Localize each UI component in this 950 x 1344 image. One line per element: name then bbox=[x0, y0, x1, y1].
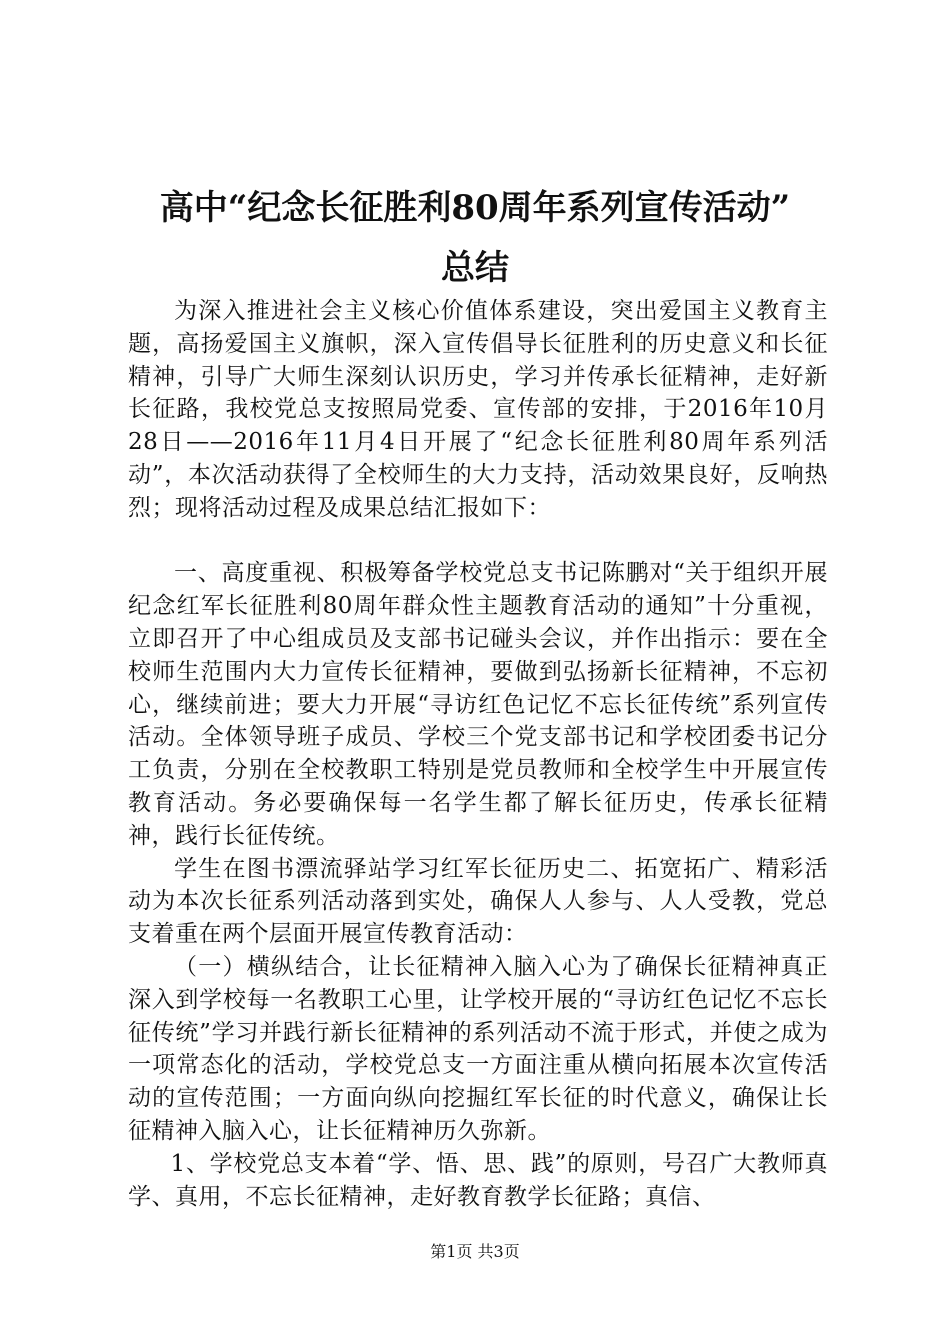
paragraph-intro: 为深入推进社会主义核心价值体系建设，突出爱国主义教育主题，高扬爱国主义旗帜，深入宣传倡导长征胜利的历史意义和长征精神，引导广大师生深刻认识历史，学习并传承长征精神，走好新长征路，我校党总支按照局党委、宣传部的安排，于2016年10月28日——2016年11月4日开展了“纪念长征胜利80周年系列活动”，本次活动获得了全校师生的大力支持，活动效果良好，反响热烈；现将活动过程及成果总结汇报如下： bbox=[128, 298, 828, 521]
page-number-footer: 第1页 共3页 bbox=[430, 1242, 520, 1261]
paragraph-section-1: 一、高度重视、积极筹备学校党总支书记陈鹏对“关于组织开展纪念红军长征胜利80周年群众性主题教育活动的通知”十分重视，立即召开了中心组成员及支部书记碰头会议，并作出指示：要在全校师生范围内大力宣传长征精神，要做到弘扬新长征精神，不忘初心，继续前进；要大力开展“寻访红色记忆不忘长征传统”系列宣传活动。全体领导班子成员、学校三个党支部书记和学校团委书记分工负责，分别在全校教职工特别是党员教师和全校学生中开展宣传教育活动。务必要确保每一名学生都了解长征历史，传承长征精神，践行长征传统。 bbox=[128, 560, 828, 849]
document-title-line1: 高中“纪念长征胜利80周年系列宣传活动” bbox=[159, 188, 791, 228]
document-title-line2: 总结 bbox=[441, 248, 509, 288]
paragraph-subsection-1: （一）横纵结合，让长征精神入脑入心为了确保长征精神真正深入到学校每一名教职工心里，让学校开展的“寻访红色记忆不忘长征传统”学习并践行新长征精神的系列活动不流于形式，并使之成为一项常态化的活动，学校党总支一方面注重从横向拓展本次宣传活动的宣传范围；一方面向纵向挖掘红军长征的时代意义，确保让长征精神入脑入心，让长征精神历久弥新。 bbox=[128, 953, 828, 1144]
document-body bbox=[128, 295, 828, 1213]
paragraph-item-1: 1、学校党总支本着“学、悟、思、践”的原则，号召广大教师真学、真用，不忘长征精神，走好教育教学长征路；真信、 bbox=[128, 1150, 828, 1210]
paragraph-section-2: 学生在图书漂流驿站学习红军长征历史二、拓宽拓广、精彩活动为本次长征系列活动落到实处，确保人人参与、人人受教，党总支着重在两个层面开展宣传教育活动： bbox=[128, 855, 828, 948]
